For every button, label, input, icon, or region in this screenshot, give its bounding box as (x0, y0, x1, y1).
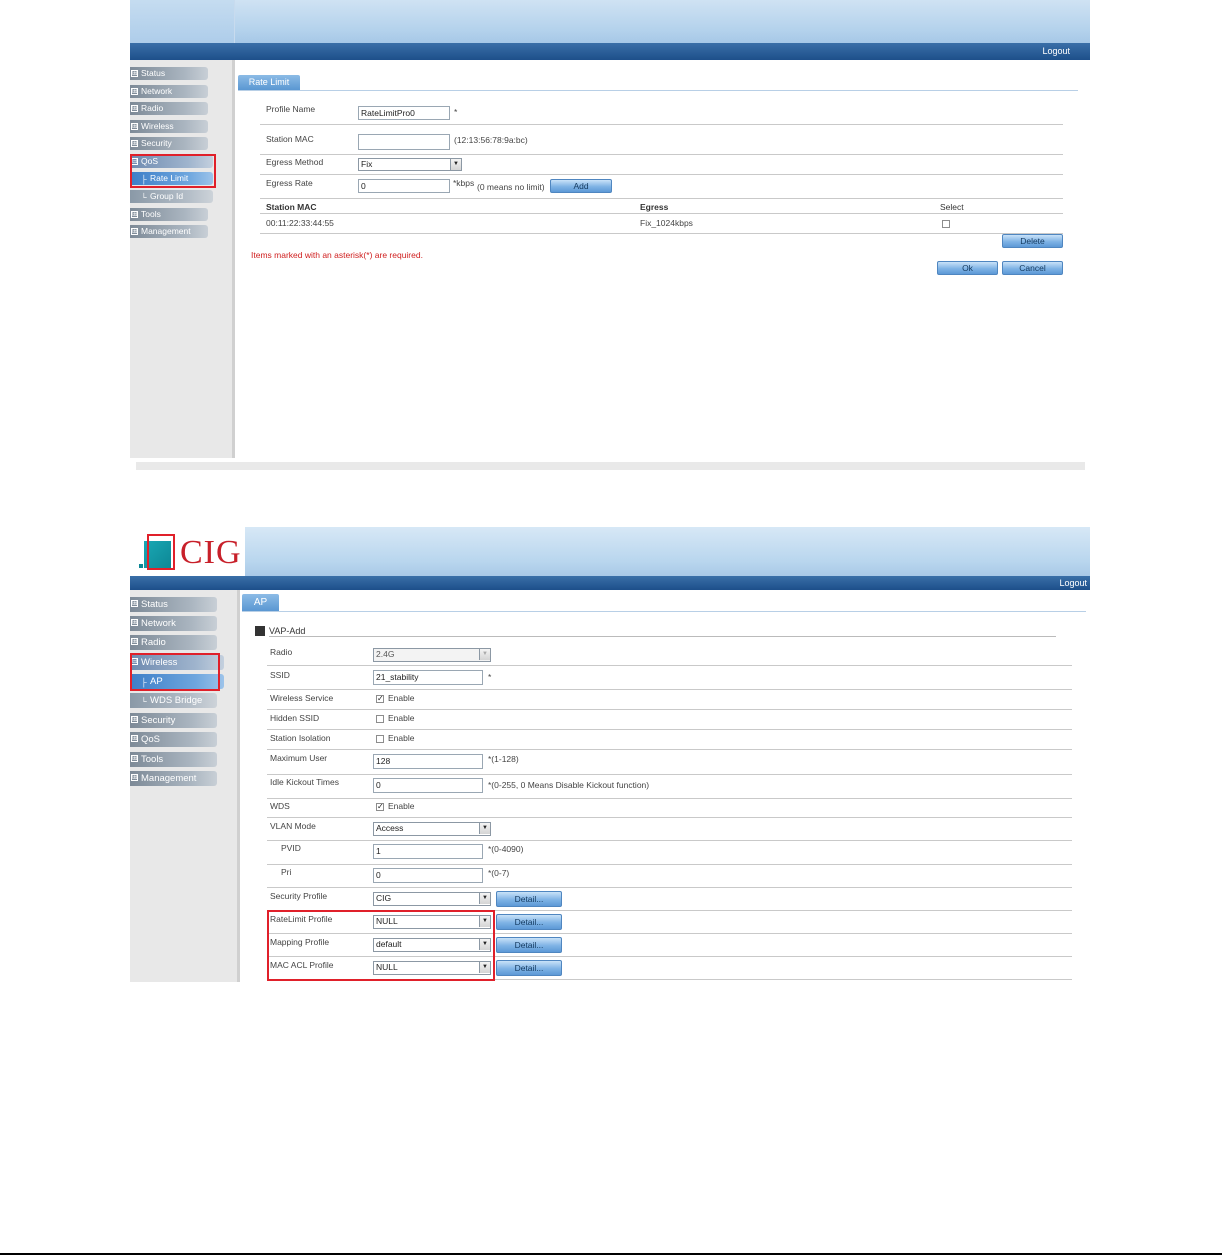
ap-screenshot (130, 527, 1090, 982)
expand-icon: ⊞ (132, 600, 138, 607)
sidebar-item-radio[interactable]: ⊞ Radio (130, 102, 208, 115)
tab-ap[interactable]: AP (242, 594, 279, 611)
tree-branch-icon: └ (141, 193, 147, 202)
expand-icon: ⊞ (132, 211, 138, 218)
pri-hint: *(0-7) (488, 868, 510, 878)
sidebar (130, 60, 235, 458)
sidebar-item-security[interactable]: ⊞ Security (130, 713, 217, 728)
maximum-user-label: Maximum User (270, 753, 328, 763)
station-isolation-option: Enable (388, 733, 415, 743)
station-mac-input[interactable] (358, 134, 450, 150)
sidebar-item-network[interactable]: ⊞ Network (130, 616, 217, 631)
sidebar-item-management[interactable]: ⊞ Management (130, 771, 217, 786)
maximum-user-hint: *(1-128) (488, 754, 519, 764)
expand-icon: ⊞ (132, 140, 138, 147)
logo-square-icon (144, 541, 171, 568)
delete-button[interactable]: Delete (1002, 234, 1063, 248)
expand-icon: ⊞ (132, 755, 138, 762)
sidebar-item-qos[interactable]: ⊟ QoS (130, 155, 213, 168)
dropdown-arrow-icon: ▼ (479, 893, 490, 904)
mapping-profile-detail-button[interactable]: Detail... (496, 937, 562, 953)
egress-rate-label: Egress Rate (266, 178, 313, 188)
idle-kickout-hint: *(0-255, 0 Means Disable Kickout function) (488, 780, 650, 790)
egress-rate-hint: (0 means no limit) (477, 182, 545, 192)
add-button[interactable]: Add (550, 179, 612, 193)
wireless-service-label: Wireless Service (270, 693, 334, 703)
security-profile-label: Security Profile (270, 891, 328, 901)
idle-kickout-input[interactable]: 0 (373, 778, 483, 793)
mapping-profile-select[interactable]: default ▼ (373, 938, 491, 952)
wds-label: WDS (270, 801, 290, 811)
profile-name-input[interactable]: RateLimitPro0 (358, 106, 450, 120)
ratelimit-profile-detail-button[interactable]: Detail... (496, 914, 562, 930)
top-nav-bar (130, 43, 1090, 60)
sidebar-item-wds-bridge[interactable]: └ WDS Bridge (130, 693, 217, 708)
ratelimit-profile-select[interactable]: NULL ▼ (373, 915, 491, 929)
sidebar-item-radio[interactable]: ⊞ Radio (130, 635, 217, 650)
mac-acl-profile-detail-button[interactable]: Detail... (496, 960, 562, 976)
hidden-ssid-checkbox[interactable] (376, 715, 384, 723)
table-cell-egress: Fix_1024kbps (640, 218, 693, 228)
station-isolation-label: Station Isolation (270, 733, 331, 743)
logout-link[interactable]: Logout (1042, 46, 1070, 56)
ok-button[interactable]: Ok (937, 261, 998, 275)
required-asterisk: * (488, 672, 492, 682)
dropdown-arrow-icon: ▼ (479, 962, 490, 973)
required-asterisk: * (454, 107, 458, 117)
dropdown-arrow-icon: ▼ (479, 649, 490, 660)
ratelimit-profile-label: RateLimit Profile (270, 914, 333, 924)
tree-branch-icon: └ (141, 697, 147, 706)
pri-label: Pri (281, 867, 292, 877)
expand-icon: ⊞ (132, 638, 138, 645)
radio-label: Radio (270, 647, 293, 657)
egress-rate-unit: *kbps (453, 178, 475, 188)
sidebar-item-tools[interactable]: ⊞ Tools (130, 752, 217, 767)
egress-method-label: Egress Method (266, 157, 324, 167)
mac-acl-profile-select[interactable]: NULL ▼ (373, 961, 491, 975)
app-header (130, 527, 1090, 576)
rate-limit-screenshot (130, 0, 1090, 458)
dropdown-arrow-icon: ▼ (479, 823, 490, 834)
section-title: VAP-Add (269, 626, 306, 636)
profile-name-label: Profile Name (266, 104, 316, 114)
pvid-label: PVID (281, 843, 301, 853)
column-header-station-mac: Station MAC (266, 202, 317, 212)
expand-icon: ⊞ (132, 228, 138, 235)
pvid-hint: *(0-4090) (488, 844, 524, 854)
cig-logo (135, 534, 247, 574)
pvid-input[interactable]: 1 (373, 844, 483, 859)
sidebar-item-status[interactable]: ⊞ Status (130, 67, 208, 80)
expand-icon: ⊞ (132, 88, 138, 95)
sidebar-item-rate-limit[interactable]: ├ Rate Limit (130, 172, 213, 185)
sidebar-item-qos[interactable]: ⊞ QoS (130, 732, 217, 747)
table-cell-mac: 00:11:22:33:44:55 (266, 218, 334, 228)
collapse-icon: ⊟ (132, 658, 138, 665)
wds-option: Enable (388, 801, 415, 811)
row-select-checkbox[interactable] (942, 220, 950, 228)
vlan-mode-select[interactable]: Access ▼ (373, 822, 491, 836)
station-isolation-checkbox[interactable] (376, 735, 384, 743)
wireless-service-checkbox[interactable]: ✓ (377, 694, 384, 703)
hidden-ssid-option: Enable (388, 713, 415, 723)
column-header-select: Select (940, 202, 964, 212)
expand-icon: ⊞ (132, 123, 138, 130)
egress-rate-input[interactable]: 0 (358, 179, 450, 193)
expand-icon: ⊞ (132, 70, 138, 77)
sidebar-item-ap[interactable]: ├ AP (130, 674, 224, 689)
section-marker-icon (255, 626, 265, 636)
divider-strip (136, 462, 1085, 470)
egress-method-select[interactable]: Fix ▼ (358, 158, 462, 171)
tab-rate-limit[interactable]: Rate Limit (238, 75, 300, 90)
expand-icon: ⊞ (132, 619, 138, 626)
dropdown-arrow-icon: ▼ (450, 159, 461, 170)
mac-format-hint: (12:13:56:78:9a:bc) (454, 135, 528, 145)
tree-branch-icon: ├ (141, 678, 147, 687)
sidebar-item-management[interactable]: ⊞ Management (130, 225, 208, 238)
tree-branch-icon: ├ (141, 175, 147, 184)
mapping-profile-label: Mapping Profile (270, 937, 330, 947)
cancel-button[interactable]: Cancel (1002, 261, 1063, 275)
pri-input[interactable]: 0 (373, 868, 483, 883)
maximum-user-input[interactable]: 128 (373, 754, 483, 769)
radio-select[interactable]: 2.4G ▼ (373, 648, 491, 662)
security-profile-detail-button[interactable]: Detail... (496, 891, 562, 907)
ssid-input[interactable]: 21_stability (373, 670, 483, 685)
expand-icon: ⊞ (132, 105, 138, 112)
dropdown-arrow-icon: ▼ (479, 916, 490, 927)
hidden-ssid-label: Hidden SSID (270, 713, 320, 723)
idle-kickout-label: Idle Kickout Times (270, 777, 339, 787)
column-header-egress: Egress (640, 202, 669, 212)
wireless-service-option: Enable (388, 693, 415, 703)
station-mac-label: Station MAC (266, 134, 314, 144)
vlan-mode-label: VLAN Mode (270, 821, 316, 831)
sidebar (130, 590, 240, 982)
dropdown-arrow-icon: ▼ (479, 939, 490, 950)
sidebar-item-tools[interactable]: ⊞ Tools (130, 208, 208, 221)
sidebar-item-status[interactable]: ⊞ Status (130, 597, 217, 612)
logo-text: CIG (180, 534, 242, 571)
ssid-label: SSID (270, 670, 290, 680)
top-nav-bar (130, 576, 1090, 590)
app-header (130, 0, 1090, 43)
sidebar-item-network[interactable]: ⊞ Network (130, 85, 208, 98)
sidebar-item-wireless[interactable]: ⊟ Wireless (130, 655, 224, 670)
required-note: Items marked with an asterisk(*) are required. (251, 250, 423, 260)
logout-link[interactable]: Logout (1059, 578, 1087, 588)
sidebar-item-group-id[interactable]: └ Group Id (130, 190, 213, 203)
mac-acl-profile-label: MAC ACL Profile (270, 960, 334, 970)
collapse-icon: ⊟ (132, 158, 138, 165)
sidebar-item-wireless[interactable]: ⊞ Wireless (130, 120, 208, 133)
sidebar-item-security[interactable]: ⊞ Security (130, 137, 208, 150)
wds-checkbox[interactable]: ✓ (377, 802, 384, 811)
expand-icon: ⊞ (132, 716, 138, 723)
expand-icon: ⊞ (132, 735, 138, 742)
expand-icon: ⊞ (132, 774, 138, 781)
page-bottom-rule (0, 1253, 1222, 1255)
security-profile-select[interactable]: CIG ▼ (373, 892, 491, 906)
